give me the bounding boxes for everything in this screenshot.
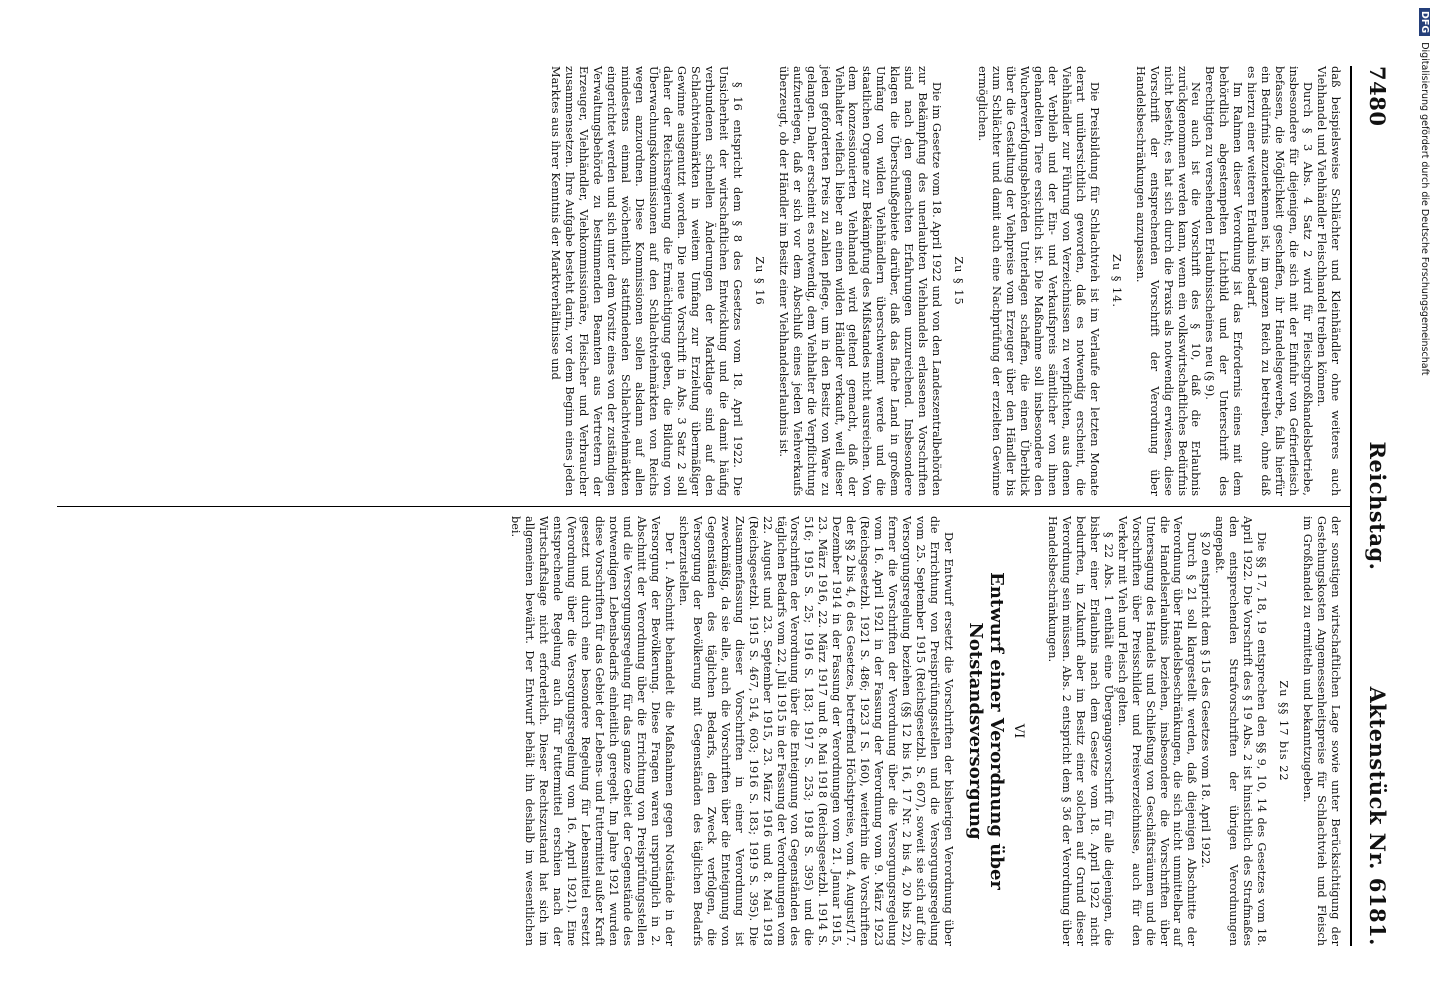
paragraph: daß beispielsweise Schlächter und Kleinhändler ohne weiteres auch Viehhandel und Viehhändler Fleischhandel treiben können. — [1315, 66, 1342, 496]
paragraph: § 22 Abs. 1 enthält eine Übergangsvorschrift für alle diejenigen, die bisher einer Erlaubnis nach dem Gesetze vom 18. April 1922 nicht bedurften, in Zukunft aber im Besitz einer solchen auf Grund dieser Verordnung sein müssen. Abs. 2 entspricht dem § 36 der Verordnung über Handelsbeschränkungen. — [1045, 516, 1115, 946]
section-heading: Zu §§ 17 bis 22 — [1277, 680, 1291, 782]
page-number: 7480 — [1365, 66, 1390, 127]
paragraph: Der 1. Abschnitt behandelt die Maßnahmen gegen Notstände in der Versorgung der Bevölkerung. Diese Fragen waren ursprünglich in 2. Abschnitt der Verordnung über die Errichtung von Preisprüfungsstellen und die Versorgungsregelung für das ganze Gebiet der Gegenstände des notwendigen Lebensbedarfs einheitlich geregelt. Im Jahre 1921 wurden diese Vorschriften für das Gebiet der Lebens- und Futtermittel außer Kraft gesetzt und durch eine besondere Regelung für Lebensmittel ersetzt (Verordnung über die Versorgungsregelung vom 16. April 1921). Eine entsprechende Regelung auch für Futtermittel erschien nach der Wirtschaftslage nicht erforderlich. Dieser Rechtszustand hat sich im allgemeinen bewährt. Der Entwurf behält ihn deshalb im wesentlichen bei. — [509, 516, 676, 946]
paragraph: Neu auch ist die Vorschrift des § 10, daß die Erlaubnis zurückgenommen werden kann, wenn ein volkswirtschaftliches Bedürfnis nicht besteht; es hat sich durch die Praxis als notwendig erwiesen, diese Vorschrift der entsprechenden Vorschrift der Verordnung über Handelsbeschränkungen anzupassen. — [1133, 66, 1203, 496]
right-column — [508, 516, 1342, 946]
document-number: Aktenstück Nr. 6181. — [1365, 686, 1390, 946]
paragraph: Der Entwurf ersetzt die Vorschriften der bisherigen Verordnung über die Errichtung von Preisprüfungsstellen und die Versorgungsregelung vom 25. September 1915 (Reichsgesetzbl. S. 607), soweit sie sich auf die Versorgungsregelung beziehen (§§ 12 bis 16, 17 Nr. 2 bis 4, 20 bis 22), ferner die Vorschriften der Verordnung über die Versorgungsregelung vom 16. April 1921 in der Fassung der Verordnung vom 9. März 1923 (Reichsgesetzbl. 1921 S. 486; 1923 I S. 160), weiterhin die Vorschriften der §§ 2 bis 4, 6 des Gesetzes, betreffend Höchstpreise, vom 4. August/17. Dezember 1914 in der Fassung der Verordnungen vom 21. Januar 1915, 23. März 1916, 22. März 1917 und 8. Mai 1918 (Reichsgesetzbl. 1914 S. 516; 1915 S. 25; 1916 S. 183; 1917 S. 253; 1918 S. 395) und die Vorschriften der Verordnung über die Enteignung von Gegenständen des täglichen Bedarfs vom 22. Juli 1915 in der Fassung der Verordnungen vom 22. August und 23. September 1915, 23. März 1916 und 8. Mai 1918 (Reichsgesetzbl. 1915 S. 467, 514, 603; 1916 S. 183; 1919 S. 395). Die Zusammenfassung dieser Vorschriften in einer Verordnung ist zweckmäßig, da sie alle, auch die Vorschriften über die Enteignung von Gegenständen des täglichen Bedarfs, den Zweck verfolgen, die Versorgung der Bevölkerung mit Gegenständen des täglichen Bedarfs sicherzustellen. — [676, 516, 955, 946]
paragraph: der sonstigen wirtschaftlichen Lage sowie unter Berücksichtigung der Gestehungskosten Angemessenheitspreise für Schlachtvieh und Fleisch im Großhandel zu ermitteln und bekanntzugeben. — [1301, 516, 1342, 946]
dfg-logo-icon: DFG — [1419, 8, 1430, 36]
paragraph: Durch § 21 soll klargestellt werden, daß diejenigen Abschnitte der Verordnung über Handelsbeschränkungen, die sich nicht unmittelbar auf die Handelserlaubnis beziehen, insbesondere die Vorschriften über Untersagung des Handels und Schließung von Geschäftsräumen und die Vorschriften über Preisschilder und Preisverzeichnisse, auch für den Verkehr mit Vieh und Fleisch gelten. — [1115, 516, 1199, 946]
side-credit — [1404, 0, 1434, 1000]
paragraph: Die im Gesetze vom 18. April 1922 und von den Landeszentralbehörden zur Bekämpfung des unerlaubten Viehhandels erlassenen Vorschriften sind nach den gemachten Erfahrungen unzureichend. Insbesondere klagen die Überschußgebiete darüber, daß das flache Land in großem Umfang von wilden Viehhändlern überschwemmt werde und die staatlichen Organe zur Bekämpfung des Mißstandes nicht ausreichen. Von dem konzessionierten Viehhandel wird geltend gemacht, daß der Viehhalter vielfach lieber an einen wilden Händler verkauft, weil dieser jeden geforderten Preis zu zahlen pflege, um in den Besitz von Ware zu gelangen. Daher erscheint es notwendig, dem Viehhalter die Verpflichtung aufzuerlegen, daß er sich vor dem Abschluß eines jeden Viehverkaufs überzeugt, ob der Händler im Besitz einer Viehhandelserlaubnis ist. — [776, 66, 944, 496]
column-divider — [57, 506, 1352, 507]
paragraph: § 20 entspricht dem § 15 des Gesetzes vom 18. April 1922. — [1199, 532, 1213, 868]
credit-text: Digitalisierung gefördert durch die Deutsche Forschungsgemeinschaft — [1419, 42, 1430, 376]
paragraph: Durch § 3 Abs. 4 Satz 2 wird für Fleischgroßhandelsbetriebe, insbesondere für diejenigen, die sich mit der Einfuhr von Gefrierfleisch befassen, die Möglichkeit geschaffen, ihr Handelsgewerbe, falls hierfür ein Bedürfnis anzuerkennen ist, im ganzen Reich zu betreiben, ohne daß es hierzu einer weiteren Erlaubnis bedarf. — [1245, 66, 1315, 496]
draft-title: Entwurf einer Verordnung über Notstandsversorgung — [964, 572, 1007, 890]
section-heading: Zu § 15 — [952, 256, 966, 306]
left-column — [548, 66, 1342, 496]
section-heading: Zu § 16 — [752, 256, 766, 306]
paragraph: Die Preisbildung für Schlachtvieh ist im Verlaufe der letzten Monate derart unübersichtlich geworden, daß es notwendig erscheint, die Viehhändler zur Führung von Verzeichnissen zu verpflichten, aus denen der Verbleib und der Ein- und Verkaufspreis sämtlicher von ihnen gehandelten Tiere ersichtlich ist. Die Maßnahme soll insbesondere den Wucherverfolgungsbehörden Unterlagen schaffen, die einen Überblick über die Gestaltung der Viehpreise vom Erzeuger über den Händler bis zum Schlächter und damit auch eine Nachprüfung der erzielten Gewinne ermöglichen. — [976, 66, 1101, 496]
section-heading: Zu § 14. — [1109, 254, 1123, 308]
header-title: Reichstag. — [1365, 441, 1390, 571]
credit-line — [1419, 8, 1430, 998]
paragraph: Die §§ 17, 18, 19 entsprechen den §§ 9, 10, 14 des Gesetzes vom 18. April 1922. Die Vorschrift des § 19 Abs. 2 ist hinsichtlich des Strafmaßes den entsprechenden Strafvorschriften der übrigen Verordnungen angepaßt. — [1213, 516, 1269, 946]
paragraph: Im Rahmen dieser Verordnung ist das Erfordernis eines mit dem behördlich abgestempelten Lichtbild und der Unterschrift des Berechtigten zu versehenden Erlaubnisscheines neu (§ 9). — [1203, 66, 1245, 496]
part-numeral: VI — [1010, 723, 1026, 739]
paragraph: § 16 entspricht dem § 8 des Gesetzes vom 18. April 1922. Die Unsicherheit der wirtschaftlichen Entwicklung und die damit häufig verbundenen schnellen Änderungen der Marktlage sind auf den Schlachtviehmärkten in weitem Umfang zur Erzielung übermäßiger Gewinne ausgenutzt worden. Die neue Vorschrift in Abs. 3 Satz 2 soll daher der Reichsregierung die Ermächtigung geben, die Bildung von Überwachungskommissionen auf den Schlachtviehmärkten von Reichs wegen anzuordnen. Diese Kommissionen sollen alsdann auf allen mindestens einmal wöchentlich stattfindenden Schlachtviehmärkten eingerichtet werden und sich unter dem Vorsitz eines von der zuständigen Verwaltungsbehörde zu bestimmenden Beamten aus Vertretern der Erzeuger, Viehhändler, Viehkommissionäre, Fleischer und Verbraucher zusammensetzen. Ihre Aufgabe besteht darin, vor dem Beginn eines jeden Marktes aus ihrer Kenntnis der Marktverhältnisse und — [549, 66, 744, 496]
page-header — [1360, 66, 1390, 946]
